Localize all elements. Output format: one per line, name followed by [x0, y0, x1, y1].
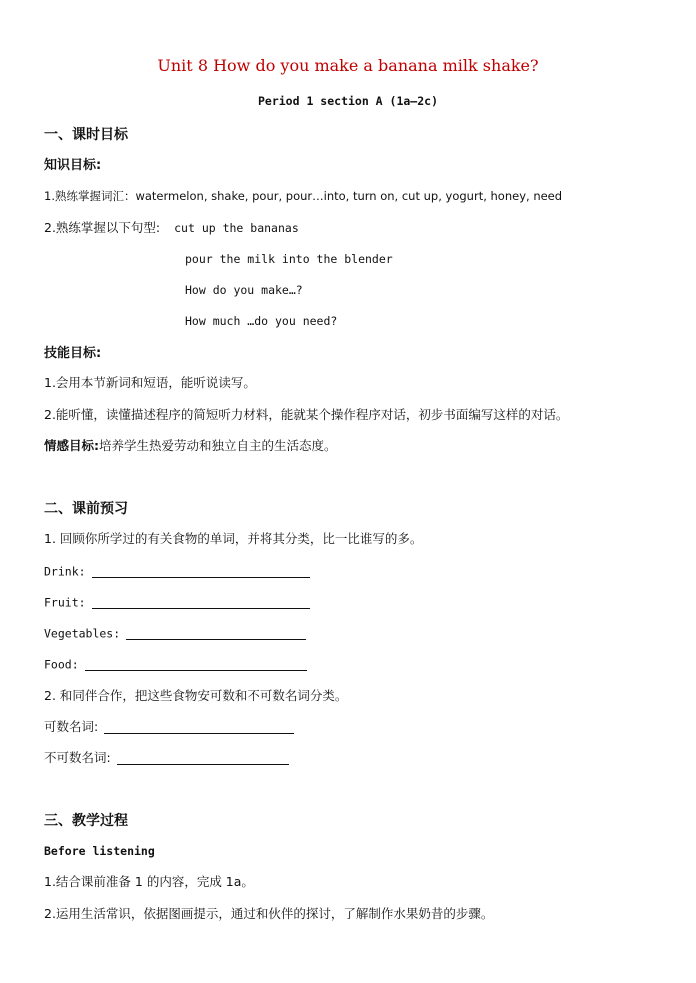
process-item-1: 1.结合课前准备 1 的内容，完成 1a。	[44, 874, 254, 889]
food-blank[interactable]	[85, 659, 307, 671]
sentence-pattern-2: pour the milk into the blender	[185, 252, 393, 266]
countable-blank[interactable]	[104, 722, 294, 734]
process-item-2: 2.运用生活常识，依据图画提示，通过和伙伴的探讨，了解制作水果奶昔的步骤。	[44, 906, 494, 921]
skill-goals-heading: 技能目标:	[44, 346, 102, 361]
section-heading-process: 三、教学过程	[44, 813, 128, 829]
vegetables-blank[interactable]	[126, 628, 306, 640]
fruit-line	[44, 597, 310, 609]
uncountable-label: 不可数名词:	[44, 750, 111, 765]
section-heading-preview: 二、课前预习	[44, 501, 128, 517]
sentence-pattern-4: How much …do you need?	[185, 314, 338, 328]
knowledge-item-2-label: 2.熟练掌握以下句型:	[44, 220, 161, 235]
before-listening-heading: Before listening	[44, 844, 155, 858]
uncountable-line	[44, 752, 289, 765]
uncountable-blank[interactable]	[117, 753, 289, 765]
vegetables-label: Vegetables:	[44, 626, 121, 641]
fruit-blank[interactable]	[92, 597, 310, 609]
drink-blank[interactable]	[92, 566, 310, 578]
skill-item-2: 2.能听懂，读懂描述程序的简短听力材料，能就某个操作程序对话，初步书面编写这样的对话。	[44, 407, 569, 422]
preview-question-2: 2. 和同伴合作，把这些食物安可数和不可数名词分类。	[44, 688, 348, 703]
knowledge-item-2	[44, 222, 299, 235]
page-subtitle: Period 1 section A (1a—2c)	[257, 94, 438, 108]
skill-item-1: 1.会用本节新词和短语，能听说读写。	[44, 375, 256, 390]
emotion-goal-label: 情感目标:	[44, 438, 99, 453]
food-line	[44, 659, 307, 671]
preview-question-1: 1. 回顾你所学过的有关食物的单词，并将其分类，比一比谁写的多。	[44, 531, 423, 546]
food-label: Food:	[44, 657, 79, 672]
countable-line	[44, 721, 294, 734]
drink-line	[44, 566, 310, 578]
countable-label: 可数名词:	[44, 719, 99, 734]
knowledge-item-1: 1.熟练掌握词汇：watermelon, shake, pour, pour…into, turn on, cut up, yogurt, honey, need	[44, 189, 563, 203]
knowledge-goals-heading: 知识目标:	[44, 158, 102, 173]
page-title: Unit 8 How do you make a banana milk shake?	[157, 56, 539, 75]
sentence-pattern-1: cut up the bananas	[174, 221, 299, 235]
fruit-label: Fruit:	[44, 595, 86, 610]
drink-label: Drink:	[44, 564, 86, 579]
vegetables-line	[44, 628, 306, 640]
section-heading-goals: 一、课时目标	[44, 127, 128, 143]
sentence-pattern-3: How do you make…?	[185, 283, 303, 297]
emotion-goal-text: 培养学生热爱劳动和独立自主的生活态度。	[99, 438, 337, 453]
emotion-goal	[44, 440, 337, 453]
